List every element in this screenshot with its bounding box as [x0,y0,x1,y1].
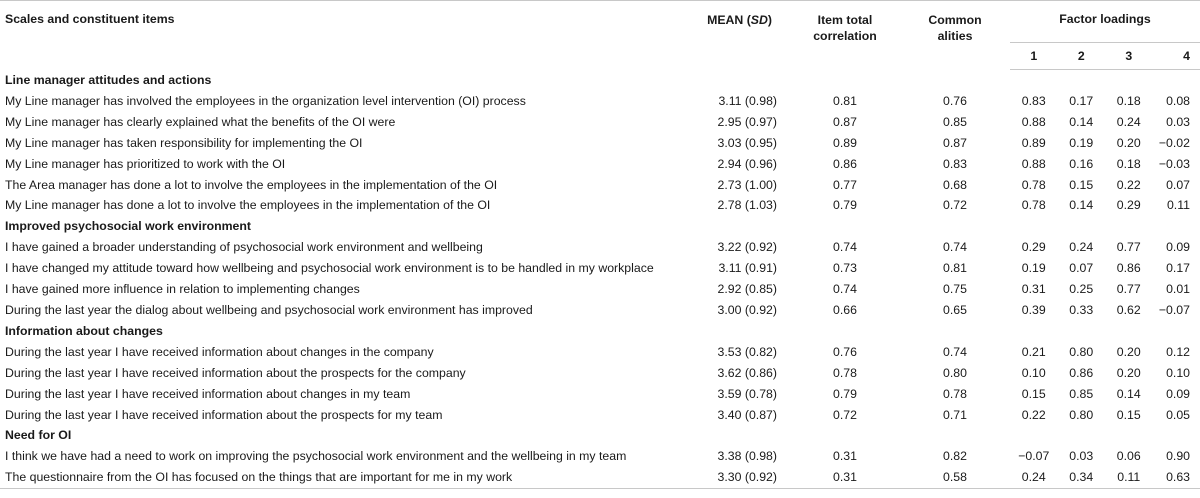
factor-2-cell: 0.17 [1069,93,1094,108]
factor-3-cell: 0.20 [1116,344,1141,359]
mean-cell: 3.03 (0.95) [717,135,777,150]
mean-cell: 2.95 (0.97) [717,114,777,129]
factor-4-cell: 0.05 [1166,407,1190,422]
factor-3-cell: 0.06 [1116,449,1141,464]
communality-cell: 0.75 [943,282,967,297]
item-cell: During the last year I have received information about the prospects for the company [5,365,466,380]
item-total-cell: 0.81 [833,93,857,108]
item-total-cell: 0.78 [833,365,857,380]
factor-2-cell: 0.25 [1069,282,1094,297]
item-total-cell: 0.31 [833,449,857,464]
factor-1-cell: 0.31 [1021,282,1046,297]
section-title: Need for OI [5,428,72,443]
mean-cell: 3.00 (0.92) [717,302,777,317]
section-title: Improved psychosocial work environment [5,219,252,234]
factor-3-cell: 0.20 [1116,135,1141,150]
factor-2-cell: 0.86 [1069,365,1094,380]
mean-cell: 3.11 (0.91) [718,261,777,276]
communality-cell: 0.83 [943,156,967,171]
table-row [0,112,1200,133]
factor-1-cell: 0.19 [1021,261,1046,276]
table-body [0,70,1200,489]
item-total-cell: 0.73 [833,261,857,276]
item-total-cell: 0.74 [833,240,857,255]
item-cell: I have changed my attitude toward how wellbeing and psychosocial work environment is to be handled in my workplace [5,261,654,276]
factor-2-cell: 0.16 [1069,156,1094,171]
mean-cell: 3.30 (0.92) [680,467,790,488]
factor-1-cell: 0.88 [1021,156,1046,171]
factor-2-cell: 0.85 [1069,386,1094,401]
item-total-cell: 0.72 [833,407,857,422]
table-row [0,237,1200,258]
item-total-cell: 0.79 [833,198,857,213]
item-cell: My Line manager has prioritized to work with the OI [5,156,286,171]
table-row [0,405,1200,426]
table-row [0,195,1200,216]
mean-cell: 3.59 (0.78) [717,386,777,401]
table-row [0,363,1200,384]
header-factor-2: 2 [1058,43,1106,70]
header-item-total-text: Item total correlation [813,13,877,43]
table-row [0,342,1200,363]
item-cell: My Line manager has taken responsibility for implementing the OI [5,135,363,150]
factor-4-cell: 0.03 [1166,114,1190,129]
factor-2-cell: 0.34 [1058,467,1106,488]
item-cell: During the last year I have received information about changes in the company [5,344,434,359]
item-cell: My Line manager has done a lot to involve the employees in the implementation of the OI [5,198,491,213]
communality-cell: 0.81 [943,261,967,276]
factor-4-cell: 0.90 [1166,449,1190,464]
header-item-total [790,1,900,70]
communality-cell: 0.65 [943,302,967,317]
factor-4-cell: 0.09 [1166,240,1190,255]
item-total-cell: 0.86 [833,156,857,171]
communality-cell: 0.72 [943,198,967,213]
item-total-cell: 0.79 [833,386,857,401]
mean-cell: 2.73 (1.00) [717,177,777,192]
mean-cell: 3.62 (0.86) [717,365,777,380]
section-row [0,70,1200,91]
header-factor-1: 1 [1010,43,1058,70]
table-row [0,467,1200,488]
table-row [0,175,1200,196]
table-row [0,258,1200,279]
factor-1-cell: 0.21 [1021,344,1046,359]
factor-2-cell: 0.15 [1069,177,1094,192]
factor-1-cell: 0.15 [1021,386,1046,401]
item-total-cell: 0.74 [833,282,857,297]
table-row [0,446,1200,467]
section-row [0,216,1200,237]
section-title: Line manager attitudes and actions [5,73,212,87]
factor-4-cell: 0.17 [1166,261,1190,276]
factor-4-cell: −0.03 [1158,156,1190,171]
mean-cell: 2.94 (0.96) [717,156,777,171]
factor-4-cell: 0.11 [1166,198,1190,213]
table-row [0,154,1200,175]
factor-2-cell: 0.03 [1069,449,1094,464]
table-row [0,384,1200,405]
factor-1-cell: 0.39 [1021,302,1046,317]
table-row [0,279,1200,300]
factor-3-cell: 0.77 [1116,282,1141,297]
item-cell: I have gained a broader understanding of psychosocial work environment and wellbeing [5,240,483,255]
factor-3-cell: 0.20 [1116,365,1141,380]
table-row [0,91,1200,112]
factor-2-cell: 0.14 [1069,114,1094,129]
item-total-cell: 0.31 [790,467,900,488]
sd-italic: SD [750,13,768,27]
communality-cell: 0.68 [943,177,967,192]
factor-2-cell: 0.80 [1069,407,1094,422]
item-total-cell: 0.89 [833,135,857,150]
item-total-cell: 0.87 [833,114,857,129]
mean-cell: 3.53 (0.82) [717,344,777,359]
factor-3-cell: 0.77 [1116,240,1141,255]
factor-1-cell: −0.07 [1018,449,1050,464]
factor-1-cell: 0.29 [1021,240,1046,255]
factor-1-cell: 0.89 [1021,135,1046,150]
item-cell: I have gained more influence in relation to implementing changes [5,282,360,297]
factor-4-cell: 0.63 [1153,467,1200,488]
item-cell: The questionnaire from the OI has focused on the things that are important for me in my work [0,467,680,488]
factor-3-cell: 0.11 [1105,467,1153,488]
header-communalities-text: Common alities [928,13,982,43]
communality-cell: 0.78 [943,386,967,401]
communality-cell: 0.85 [943,114,967,129]
item-total-cell: 0.66 [833,302,857,317]
factor-4-cell: 0.01 [1166,282,1190,297]
factor-3-cell: 0.86 [1116,261,1141,276]
factor-1-cell: 0.78 [1021,198,1046,213]
factor-4-cell: −0.02 [1158,135,1190,150]
factor-4-cell: −0.07 [1158,302,1190,317]
factor-2-cell: 0.07 [1069,261,1094,276]
factor-1-cell: 0.88 [1021,114,1046,129]
mean-cell: 3.22 (0.92) [717,240,777,255]
communality-cell: 0.76 [943,93,967,108]
communality-cell: 0.74 [943,240,967,255]
section-row [0,321,1200,342]
factor-1-cell: 0.22 [1021,407,1046,422]
section-row [0,425,1200,446]
factor-1-cell: 0.78 [1021,177,1046,192]
communality-cell: 0.74 [943,344,967,359]
item-cell: During the last year I have received information about changes in my team [5,386,411,401]
header-mean-text: MEAN (SD) [707,13,772,27]
factor-2-cell: 0.80 [1069,344,1094,359]
item-total-cell: 0.77 [833,177,857,192]
factor-1-cell: 0.83 [1021,93,1046,108]
communality-cell: 0.80 [943,365,967,380]
communality-cell: 0.87 [943,135,967,150]
factor-4-cell: 0.10 [1166,365,1190,380]
factor-4-cell: 0.12 [1166,344,1190,359]
factor-3-cell: 0.15 [1116,407,1141,422]
factor-3-cell: 0.18 [1116,156,1141,171]
factor-3-cell: 0.14 [1116,386,1141,401]
header-scales: Scales and constituent items [0,1,680,70]
factor-3-cell: 0.18 [1116,93,1141,108]
factor-3-cell: 0.24 [1116,114,1141,129]
header-factor-loadings: Factor loadings [1010,1,1200,43]
header-communalities [900,1,1010,70]
item-cell: My Line manager has involved the employees in the organization level intervention (OI) process [5,93,526,108]
factor-1-cell: 0.24 [1010,467,1058,488]
item-cell: During the last year the dialog about wellbeing and psychosocial work environment has improved [5,302,533,317]
mean-cell: 3.38 (0.98) [717,449,777,464]
item-total-cell: 0.76 [833,344,857,359]
communality-cell: 0.58 [900,467,1010,488]
header-factor-3: 3 [1105,43,1153,70]
table-row [0,300,1200,321]
section-title: Information about changes [5,323,163,338]
communality-cell: 0.82 [943,449,967,464]
factor-1-cell: 0.10 [1021,365,1046,380]
communality-cell: 0.71 [943,407,967,422]
factor-4-cell: 0.07 [1166,177,1190,192]
item-cell: My Line manager has clearly explained what the benefits of the OI were [5,114,396,129]
factor-3-cell: 0.22 [1116,177,1141,192]
factor-2-cell: 0.24 [1069,240,1094,255]
item-cell: The Area manager has done a lot to involve the employees in the implementation of the OI [5,177,498,192]
factor-2-cell: 0.19 [1069,135,1094,150]
factor-4-cell: 0.09 [1166,386,1190,401]
factor-4-cell: 0.08 [1166,93,1190,108]
mean-cell: 2.78 (1.03) [717,198,777,213]
header-factor-4: 4 [1153,43,1200,70]
table-row [0,133,1200,154]
mean-cell: 3.11 (0.98) [718,93,777,108]
item-cell: During the last year I have received information about the prospects for my team [5,407,443,422]
factor-2-cell: 0.14 [1069,198,1094,213]
mean-cell: 2.92 (0.85) [717,282,777,297]
mean-cell: 3.40 (0.87) [717,407,777,422]
factor-3-cell: 0.29 [1116,198,1141,213]
factor-2-cell: 0.33 [1069,302,1094,317]
factor-3-cell: 0.62 [1116,302,1141,317]
item-cell: I think we have had a need to work on improving the psychosocial work environment and the wellbeing in my team [5,449,627,464]
header-mean [680,1,790,70]
